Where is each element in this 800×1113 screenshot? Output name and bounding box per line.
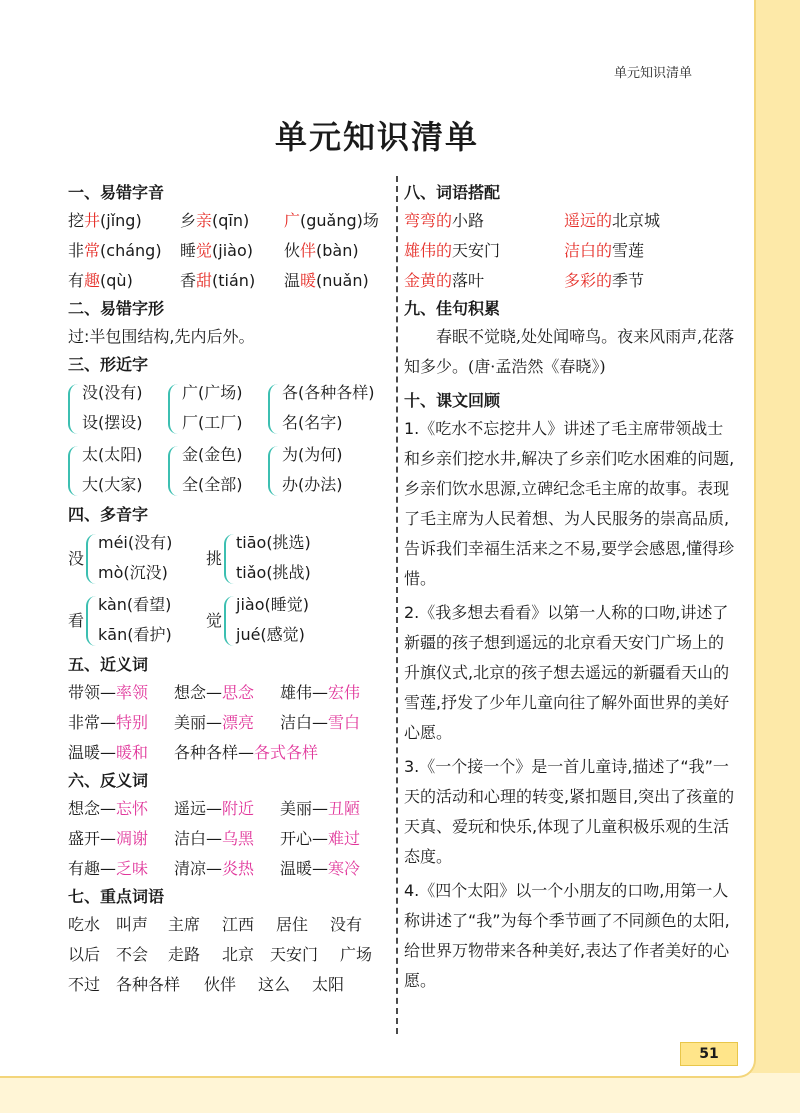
antonym-pair: 温暖—寒冷 bbox=[280, 859, 361, 878]
lesson-summary: 2.《我多想去看看》以第一人称的口吻,讲述了新疆的孩子想到遥远的北京看天安门广场上的升旗仪式,北京的孩子想去遥远的新疆看天山的雪莲,抒发了少年儿童向往了解外面世界的美好心愿。 bbox=[404, 603, 730, 742]
lesson-summary: 4.《四个太阳》以一个小朋友的口吻,用第一人称讲述了“我”为每个季节画了不同颜色的太阳,给世界万物带来各种美好,表达了作者美好的心愿。 bbox=[404, 881, 730, 990]
brace-icon bbox=[224, 596, 236, 646]
page-edge bbox=[0, 1073, 800, 1113]
pron-item: 乡亲(qīn) bbox=[180, 211, 250, 230]
section-title: 二、易错字形 bbox=[68, 299, 165, 318]
page-number: 51 bbox=[680, 1042, 738, 1066]
keyword: 居住 bbox=[276, 915, 309, 934]
pron-item: 香甜(tián) bbox=[180, 271, 256, 290]
pron-item: 睡觉(jiào) bbox=[180, 241, 253, 260]
brace-icon bbox=[68, 446, 80, 496]
collocation-row bbox=[404, 266, 744, 296]
pron-row bbox=[68, 236, 394, 266]
keyword: 没有 bbox=[330, 915, 363, 934]
keyword: 吃水 bbox=[68, 915, 101, 934]
collocation: 金黄的落叶 bbox=[404, 271, 485, 290]
corner-label: 单元知识清单 bbox=[613, 66, 692, 81]
brace-icon bbox=[168, 384, 180, 434]
section-title: 四、多音字 bbox=[68, 505, 149, 524]
keyword: 不过 bbox=[68, 975, 101, 994]
synonym-pair: 洁白—雪白 bbox=[280, 713, 361, 732]
polyphone-row: 没 méi(没有) mò(沉没) 挑 tiāo(挑选) tiǎo(挑战) bbox=[68, 533, 311, 582]
collocation-row bbox=[404, 206, 744, 236]
brace-icon bbox=[86, 534, 98, 584]
keyword: 广场 bbox=[340, 945, 373, 964]
section-title: 八、词语搭配 bbox=[404, 183, 501, 202]
antonym-pair: 盛开—凋谢 bbox=[68, 829, 149, 848]
antonym-pair: 遥远—附近 bbox=[174, 799, 255, 818]
pronunciation-table bbox=[68, 206, 394, 296]
brace-icon bbox=[168, 446, 180, 496]
brace-icon bbox=[268, 384, 280, 434]
keyword-row bbox=[68, 940, 394, 970]
synonym-pair: 美丽—漂亮 bbox=[174, 713, 255, 732]
keyword: 走路 bbox=[168, 945, 201, 964]
keyword-row bbox=[68, 910, 394, 940]
synonym-row bbox=[68, 678, 394, 708]
keyword: 天安门 bbox=[270, 945, 319, 964]
antonym-pair: 开心—难过 bbox=[280, 829, 361, 848]
collocation: 遥远的北京城 bbox=[564, 211, 661, 230]
antonym-pair: 清凉—炎热 bbox=[174, 859, 255, 878]
pron-row bbox=[68, 206, 394, 236]
pron-row bbox=[68, 266, 394, 296]
collocation: 洁白的雪莲 bbox=[564, 241, 645, 260]
poem-quote: 春眠不觉晓,处处闻啼鸟。夜来风雨声,花落知多少。(唐·孟浩然《春晓》) bbox=[404, 327, 735, 376]
synonym-pair: 温暖—暖和 bbox=[68, 743, 149, 762]
similar-chars-row: 没(没有) 设(摆设) 广(广场) 厂(工厂) 各(各种各样) 名(名字) bbox=[68, 378, 394, 440]
column-divider bbox=[396, 176, 398, 1034]
keyword-row bbox=[68, 970, 394, 1000]
brace-icon bbox=[224, 534, 236, 584]
synonym-pair: 雄伟—宏伟 bbox=[280, 683, 361, 702]
keyword: 各种各样 bbox=[116, 975, 181, 994]
section-title: 十、课文回顾 bbox=[404, 391, 501, 410]
keyword: 不会 bbox=[116, 945, 149, 964]
synonym-row bbox=[68, 738, 394, 768]
keyword: 这么 bbox=[258, 975, 291, 994]
collocation: 雄伟的天安门 bbox=[404, 241, 501, 260]
keyword: 以后 bbox=[68, 945, 101, 964]
left-column bbox=[68, 180, 394, 1000]
pron-item: 挖井(jǐng) bbox=[68, 211, 142, 230]
collocation: 弯弯的小路 bbox=[404, 211, 485, 230]
page-title: 单元知识清单 bbox=[274, 118, 479, 156]
section-title: 一、易错字音 bbox=[68, 183, 165, 202]
similar-chars-row: 太(太阳) 大(大家) 金(金色) 全(全部) 为(为何) 办(办法) bbox=[68, 440, 394, 502]
keyword: 叫声 bbox=[116, 915, 149, 934]
section-title: 六、反义词 bbox=[68, 771, 149, 790]
pron-item: 温暖(nuǎn) bbox=[284, 271, 369, 290]
section-title: 五、近义词 bbox=[68, 655, 149, 674]
lesson-summary: 3.《一个接一个》是一首儿童诗,描述了“我”一天的活动和心理的转变,紧扣题目,突出了孩童的天真、爱玩和快乐,体现了儿童积极乐观的生活态度。 bbox=[404, 757, 735, 866]
antonym-pair: 有趣—乏味 bbox=[68, 859, 149, 878]
pron-item: 广(guǎng)场 bbox=[284, 211, 379, 230]
section-title: 七、重点词语 bbox=[68, 887, 165, 906]
antonym-row bbox=[68, 824, 394, 854]
keyword: 太阳 bbox=[312, 975, 345, 994]
antonym-row bbox=[68, 854, 394, 884]
synonym-pair: 带领—率领 bbox=[68, 683, 149, 702]
section-title: 九、佳句积累 bbox=[404, 299, 501, 318]
pron-item: 非常(cháng) bbox=[68, 241, 162, 260]
keyword: 北京 bbox=[222, 945, 255, 964]
polyphone-row: 看 kàn(看望) kān(看护) 觉 jiào(睡觉) jué(感觉) bbox=[68, 595, 309, 644]
pron-item: 有趣(qù) bbox=[68, 271, 133, 290]
synonym-row bbox=[68, 708, 394, 738]
section-title: 三、形近字 bbox=[68, 355, 149, 374]
brace-icon bbox=[268, 446, 280, 496]
collocation-row bbox=[404, 236, 744, 266]
antonym-pair: 想念—忘怀 bbox=[68, 799, 149, 818]
brace-icon bbox=[68, 384, 80, 434]
lesson-summary: 1.《吃水不忘挖井人》讲述了毛主席带领战士和乡亲们挖水井,解决了乡亲们吃水困难的问题,乡亲们饮水思源,立碑纪念毛主席的故事。表现了毛主席为人民着想、为人民服务的崇高品质,告诉我们幸福生活来之不易,要学会感恩,懂得珍惜。 bbox=[404, 419, 735, 588]
pron-item: 伙伴(bàn) bbox=[284, 241, 359, 260]
collocation: 多彩的季节 bbox=[564, 271, 645, 290]
keyword: 江西 bbox=[222, 915, 255, 934]
antonym-pair: 洁白—乌黑 bbox=[174, 829, 255, 848]
brace-icon bbox=[86, 596, 98, 646]
synonym-pair: 非常—特别 bbox=[68, 713, 149, 732]
synonym-pair: 各种各样—各式各样 bbox=[174, 743, 319, 762]
keyword: 伙伴 bbox=[204, 975, 237, 994]
synonym-pair: 想念—思念 bbox=[174, 683, 255, 702]
glyph-note: 过:半包围结构,先内后外。 bbox=[68, 327, 255, 346]
antonym-row bbox=[68, 794, 394, 824]
keyword: 主席 bbox=[168, 915, 201, 934]
right-column bbox=[404, 180, 744, 1000]
antonym-pair: 美丽—丑陋 bbox=[280, 799, 361, 818]
